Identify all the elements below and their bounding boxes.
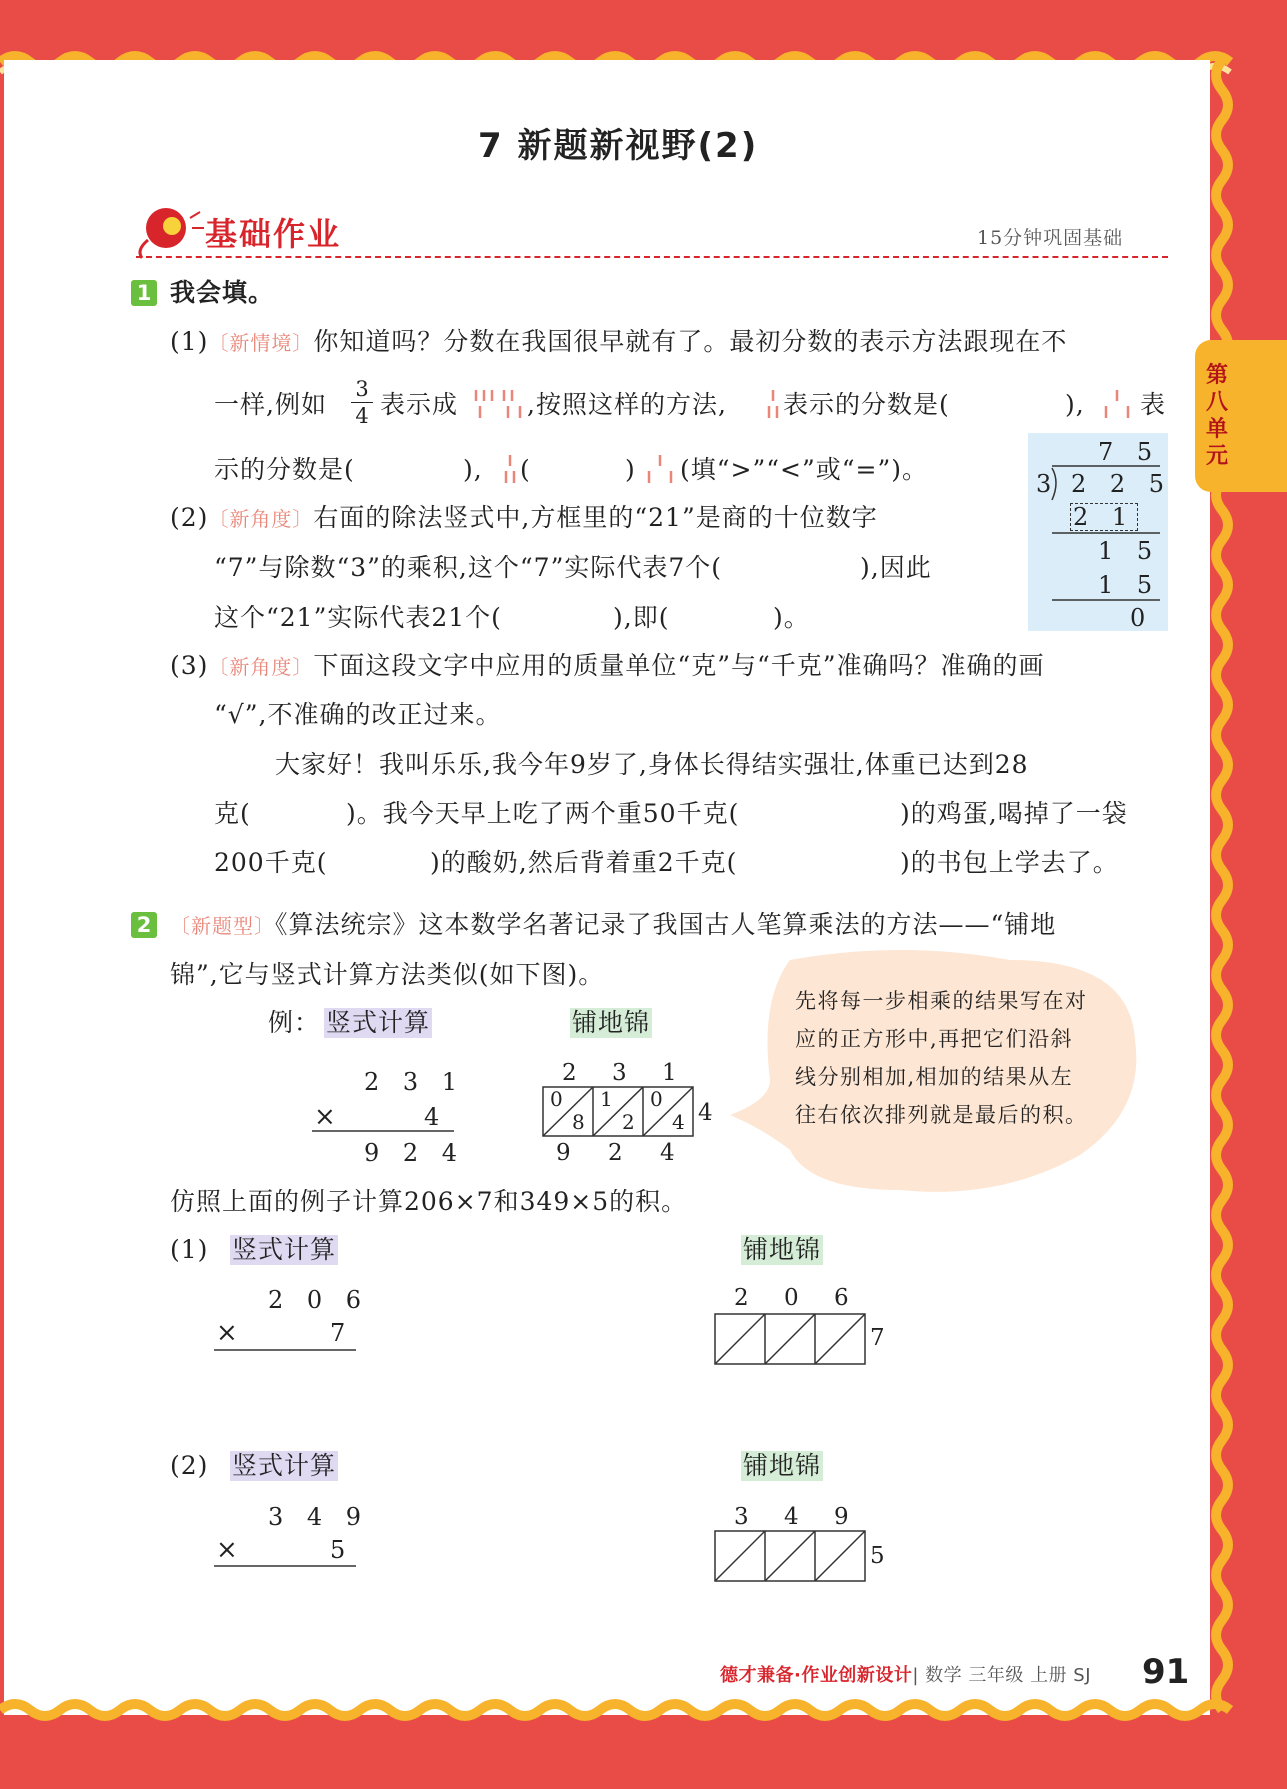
sub-question-3-line-1: (3)〔新角度〕下面这段文字中应用的质量单位“克”与“千克”准确吗？准确的画: [170, 651, 1045, 680]
sub-question-1-line-2b: 表示成: [380, 390, 459, 419]
example-fraction: 3 4: [351, 377, 373, 428]
grid-cell-tens: 0: [650, 1087, 664, 1111]
division-row-2: 1 5: [1098, 571, 1161, 599]
sub-question-2-line-3c: )。: [773, 603, 810, 632]
sub-question-1-line-2e: ),: [1065, 390, 1085, 419]
example-label: 例：: [268, 1008, 321, 1037]
story-line-3a: 200千克(: [214, 848, 328, 877]
story-line-3c: )的书包上学去了。: [900, 848, 1119, 877]
story-line-2b: )。我今天早上吃了两个重50千克(: [346, 799, 740, 828]
division-boxed-product: 2 1: [1070, 503, 1138, 531]
sub-question-1-line-2a: 一样,例如: [214, 390, 327, 419]
sub-question-1-line-3d: ): [625, 455, 636, 484]
sub-exercise-1-grid-label: 铺地锦: [743, 1235, 822, 1264]
sub-question-2-line-1: (2)〔新角度〕右面的除法竖式中,方框里的“21”是商的十位数字: [170, 503, 878, 532]
story-line-2c: )的鸡蛋,喝掉了一袋: [900, 799, 1128, 828]
sub-question-1-line-3b: ),: [463, 455, 483, 484]
example-result: 9 2 4: [364, 1139, 466, 1167]
question-2-line-2: 锦”,它与竖式计算方法类似(如下图)。: [170, 960, 605, 989]
example-grid-bottom-digit: 2: [608, 1140, 624, 1166]
example-top-number: 2 3 1: [364, 1068, 466, 1096]
sub-exercise-2-grid-top-digit: 9: [834, 1504, 850, 1530]
sub-question-1-line-3a: 示的分数是(: [214, 455, 355, 484]
unit-side-tab-label: 第八单元: [1205, 363, 1228, 469]
sub-exercise-2-grid-right-digit: 5: [870, 1543, 886, 1569]
division-row-1: 1 5: [1098, 537, 1161, 565]
example-grid-top-digit: 2: [562, 1060, 578, 1086]
grid-cell-tens: 0: [550, 1087, 564, 1111]
sub-question-2-line-3a: 这个“21”实际代表21个(: [214, 603, 502, 632]
sub-question-1-line-1: (1)〔新情境〕你知道吗？分数在我国很早就有了。最初分数的表示方法跟现在不: [170, 327, 1068, 356]
sub-exercise-2-vertical-label: 竖式计算: [232, 1451, 337, 1480]
example-grid-top-digit: 3: [612, 1060, 628, 1086]
sub-question-1-line-3e: (填“>”“<”或“=”)。: [680, 455, 929, 484]
page-title: 7 新题新视野(2): [478, 126, 759, 166]
example-grid-bottom-digit: 4: [660, 1140, 676, 1166]
example-grid-bottom-digit: 9: [556, 1140, 572, 1166]
question-number-badge: 1: [131, 280, 157, 306]
example-grid-right-digit: 4: [698, 1100, 714, 1126]
sub-exercise-2-times-sign: ×: [216, 1535, 239, 1565]
sub-exercise-1-number: (1): [170, 1235, 209, 1264]
grid-cell-ones: 2: [622, 1110, 636, 1134]
section-time-note: 15分钟巩固基础: [977, 227, 1124, 249]
sub-exercise-1-grid-top-digit: 0: [784, 1285, 800, 1311]
grid-cell-ones: 4: [672, 1110, 686, 1134]
sub-question-1-line-3c: (: [520, 455, 531, 484]
sub-question-2-line-3b: ),即(: [613, 603, 670, 632]
sub-exercise-2-multiplier: 5: [330, 1536, 347, 1564]
page-number: 91: [1142, 1652, 1190, 1692]
question-heading: 我会填。: [170, 278, 275, 307]
grid-cell-ones: 8: [572, 1110, 586, 1134]
sub-exercise-2-grid-top-digit: 3: [734, 1504, 750, 1530]
sub-question-2-line-2b: ),因此: [860, 553, 932, 582]
sub-exercise-1-times-sign: ×: [216, 1318, 239, 1348]
sub-exercise-1-grid-top-digit: 2: [734, 1285, 750, 1311]
example-multiplier: 4: [424, 1103, 441, 1131]
sub-exercise-2-top-number: 3 4 9: [268, 1503, 370, 1531]
hint-bubble-text: 先将每一步相乘的结果写在对应的正方形中,再把它们沿斜线分别相加,相加的结果从左往右依次排列就是最后的积。: [795, 989, 1088, 1127]
section-label: 基础作业: [205, 215, 342, 253]
sub-question-2-line-2a: “7”与除数“3”的乘积,这个“7”实际代表7个(: [214, 553, 723, 582]
story-line-3b: )的酸奶,然后背着重2千克(: [430, 848, 738, 877]
grid-method-label: 铺地锦: [572, 1008, 651, 1037]
sub-question-1-line-2d: 表示的分数是(: [783, 390, 950, 419]
example-grid-top-digit: 1: [662, 1060, 678, 1086]
sub-exercise-2-grid-label: 铺地锦: [743, 1451, 822, 1480]
sub-question-1-line-2f: 表: [1140, 390, 1167, 419]
division-dividend: 2 2 5: [1071, 470, 1173, 498]
question-2-line-1: 〔新题型〕《算法统宗》这本数学名著记录了我国古人笔算乘法的方法——“铺地: [170, 910, 1057, 939]
division-divisor: 3: [1036, 470, 1053, 498]
sub-exercise-1-grid-top-digit: 6: [834, 1285, 850, 1311]
example-times-sign: ×: [314, 1102, 337, 1132]
vertical-calc-label: 竖式计算: [326, 1008, 431, 1037]
sub-exercise-1-grid-right-digit: 7: [870, 1325, 886, 1351]
sub-exercise-2-number: (2): [170, 1451, 209, 1480]
story-line-1: 大家好！我叫乐乐,我今年9岁了,身体长得结实强壮,体重已达到28: [275, 750, 1029, 779]
page-footer: 德才兼备·作业创新设计| 数学 三年级 上册 SJ: [720, 1665, 1092, 1686]
question-number-badge: 2: [131, 912, 157, 938]
sub-exercise-1-vertical-label: 竖式计算: [232, 1235, 337, 1264]
sub-question-3-line-2: “√”,不准确的改正过来。: [214, 700, 502, 729]
sub-exercise-1-multiplier: 7: [330, 1319, 347, 1347]
instruction-line: 仿照上面的例子计算206×7和349×5的积。: [170, 1187, 688, 1216]
division-remainder: 0: [1130, 604, 1147, 632]
grid-cell-tens: 1: [600, 1087, 614, 1111]
sub-exercise-2-grid-top-digit: 4: [784, 1504, 800, 1530]
division-quotient: 7 5: [1098, 438, 1161, 466]
sub-exercise-1-top-number: 2 0 6: [268, 1286, 370, 1314]
story-line-2a: 克(: [214, 799, 251, 828]
sub-question-1-line-2c: ,按照这样的方法,: [527, 390, 727, 419]
